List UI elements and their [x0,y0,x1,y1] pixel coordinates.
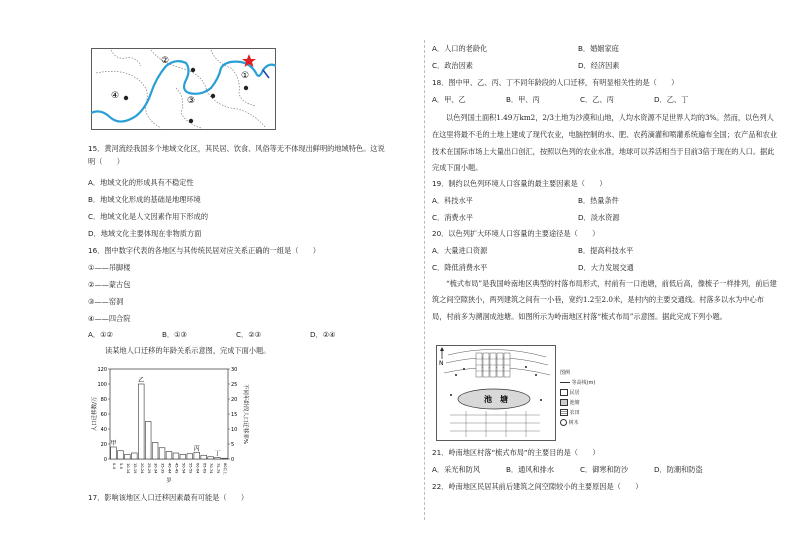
legend-contour: 等高线(m) [560,378,612,388]
q18-option-a[interactable]: A．甲、乙 [432,95,466,104]
chart-bar [215,458,221,460]
plot-frame [110,369,228,459]
x-axis-label: 岁 [166,478,172,484]
x-tick-label: 65-69 [202,463,207,474]
q17-stem: 17．影响该地区人口迁移因素最有可能是（ ） [88,493,249,502]
y2-tick-label: 10 [231,427,238,433]
q16-item-1: ①——吊脚楼 [88,263,131,272]
q18-option-b[interactable]: B．甲、丙 [506,95,540,104]
q19-option-a[interactable]: A．科技水平 [432,196,473,205]
q19-option-c[interactable]: C．消费水平 [432,213,473,222]
q21-stem: 21．岭南地区村落“梳式布局”的主要目的是（ ） [432,448,600,457]
chart-bar [159,448,165,459]
migration-age-chart [88,363,250,485]
q22-stem: 22．岭南地区民居其前后建筑之间空隙较小的主要原因是（ ） [432,482,643,491]
q17-option-d[interactable]: D．经济因素 [578,61,620,70]
y-tick-label: 20 [100,442,107,448]
q16-item-4: ④——四合院 [88,314,131,323]
chart-bar [194,452,200,459]
chart-intro: 读某地人口迁移的年龄关系示意图，完成下面小题。 [105,346,271,355]
y2-tick-label: 5 [231,442,235,448]
chart-bar [166,452,172,460]
chart-bar [152,443,158,460]
q15-option-c[interactable]: C．地域文化是人文因素作用下形成的 [88,212,209,221]
q18-option-d[interactable]: D．乙、丁 [654,95,689,104]
q17-option-a[interactable]: A．人口的老龄化 [432,44,488,53]
x-tick-label: 60-64 [195,463,200,474]
x-tick-label: 15-19 [132,463,137,474]
x-tick-label: 80以上 [223,463,228,475]
y-tick-label: 100 [97,382,107,388]
q20-option-a[interactable]: A．大量进口资源 [432,246,488,255]
chart-bar [222,458,228,459]
chart-bar [187,454,193,459]
chart-bar [138,384,144,459]
legend-tree: 树木 [560,418,612,428]
x-tick-label: 25-29 [146,463,151,474]
legend-pond: 池塘 [560,398,612,408]
passage-israel: 以色列国土面积1.49万km2，2/3土地为沙漠和山地，人均水资源不足世界人均的3%。然而，以色列人在这里将最不毛的土地上建成了现代农业，电脑控制的水、肥、农药滴灌和喷灌系统遍布全国；农产品和农业技术在国际市场上大量出口创汇，按照以色列的农业水准，地球可以养活相当于目前3倍于现在的人口。据此完成下面小题。 [432,113,778,173]
x-tick-label: 5-9 [119,463,124,469]
village-layout-map [436,345,556,441]
x-tick-label: 70-74 [209,463,214,474]
map-label-2: ② [161,56,170,66]
x-tick-label: 75-79 [216,463,221,474]
q15-option-d[interactable]: D．地域文化主要体现在非物质方面 [88,229,202,238]
q15-option-b[interactable]: B．地域文化形成的基础是地理环境 [88,195,201,204]
x-tick-label: 20-24 [139,463,144,474]
y2-tick-label: 0 [231,457,235,463]
column-divider [424,40,425,520]
map-label-3: ③ [187,96,196,106]
y-axis-label: 人口迁移数/万 [92,396,98,432]
chart-bar [173,453,179,459]
q16-option-d[interactable]: D．②④ [310,330,336,339]
y2-tick-label: 30 [231,367,238,373]
y2-tick-label: 20 [231,397,238,403]
x-tick-label: 0-4 [112,463,117,469]
q21-option-a[interactable]: A．采光和防风 [432,465,481,474]
chart-bar [208,457,214,459]
q17-option-b[interactable]: B．婚姻家庭 [578,44,619,53]
chart-bar [118,451,124,459]
y-tick-label: 120 [97,367,107,373]
chart-bar [124,455,130,460]
y2-axis-label: 不同年龄段人口迁移率% [242,383,248,445]
map-legend [560,368,612,428]
chart-annotation: 丁 [214,450,221,458]
q16-item-2: ②——蒙古包 [88,280,131,289]
x-tick-label: 45-49 [174,463,179,474]
q21-option-b[interactable]: B．通风和排水 [506,465,555,474]
cultural-region-map [91,48,276,130]
q15-option-a[interactable]: A．地域文化的形成具有不稳定性 [88,178,194,187]
q19-stem: 19．制约以色列环境人口容量的最主要因素是（ ） [432,179,607,188]
legend-title: 图例 [560,370,571,376]
q15-stem-line2: 明（ ） [88,157,124,166]
map-label-1: ① [241,71,250,81]
y-tick-label: 40 [100,427,107,433]
chart-annotation: 乙 [138,377,145,384]
x-tick-label: 55-59 [188,463,193,474]
y2-tick-label: 15 [231,412,238,418]
x-tick-label: 40-44 [167,463,172,474]
q20-option-c[interactable]: C．降低消费水平 [432,263,488,272]
y-tick-label: 80 [100,397,107,403]
tree-icon [560,419,567,426]
chart-bar [180,455,186,460]
map-label-4: ④ [111,91,120,101]
q15-stem-line1: 15．黄河流经我国多个地域文化区，其民居、饮食、风俗等无不体现出鲜明的地域特色。这说 [88,144,385,153]
legend-house: 民居 [560,388,612,398]
q20-option-d[interactable]: D．大力发展交通 [578,263,634,272]
chart-annotation: 甲 [110,440,117,447]
chart-bar [201,455,207,459]
legend-field: 农田 [560,408,612,418]
q16-option-c[interactable]: C．②③ [236,330,262,339]
q20-stem: 20．以色列扩大环境人口容量的主要途径是（ ） [432,229,600,238]
pond-label: 池 塘 [484,395,508,404]
x-tick-label: 30-34 [153,463,158,474]
x-tick-label: 35-39 [160,463,165,474]
chart-bar [145,422,151,460]
chart-bar [131,453,137,459]
y2-tick-label: 25 [231,382,238,388]
q18-stem: 18．图中甲、乙、丙、丁不同年龄段的人口迁移，有明显相关性的是（ ） [432,78,679,87]
north-label: N [439,360,444,367]
q16-option-b[interactable]: B．①③ [162,330,188,339]
x-tick-label: 50-54 [181,463,186,474]
passage-lingnan: “梳式布局”是我国岭南地区典型的村落布局形式，村前有一口池塘，前低后高，像梳子一样排列，前后建筑之间空隙狭小，两列建筑之间有一小巷，宽约1.2至2.0米，是村内的主要交通线。村落多以水为中心布局，村前多为溯洄成池塘。如图所示为岭南地区村落“梳式布局”示意图。据此完成下列小题。 [432,279,777,321]
q21-option-d[interactable]: D．防潮和防盗 [654,465,703,474]
y-tick-label: 60 [100,412,107,418]
q16-stem: 16．图中数字代表的各地区与其传统民居对应关系正确的一组是（ ） [88,246,320,255]
q18-option-c[interactable]: C．乙、丙 [580,95,614,104]
q20-option-b[interactable]: B．提高科技水平 [578,246,634,255]
q16-option-a[interactable]: A．①② [88,330,113,339]
q19-option-b[interactable]: B．热量条件 [578,196,619,205]
y-tick-label: 0 [103,457,107,463]
q17-option-c[interactable]: C．政治因素 [432,61,473,70]
x-tick-label: 10-14 [125,463,130,474]
q16-item-3: ③——窑洞 [88,297,124,306]
q19-option-d[interactable]: D．淡水资源 [578,213,620,222]
q21-option-c[interactable]: C．御寒和防沙 [580,465,629,474]
chart-annotation: 丙 [193,445,200,453]
chart-bar [111,447,117,459]
